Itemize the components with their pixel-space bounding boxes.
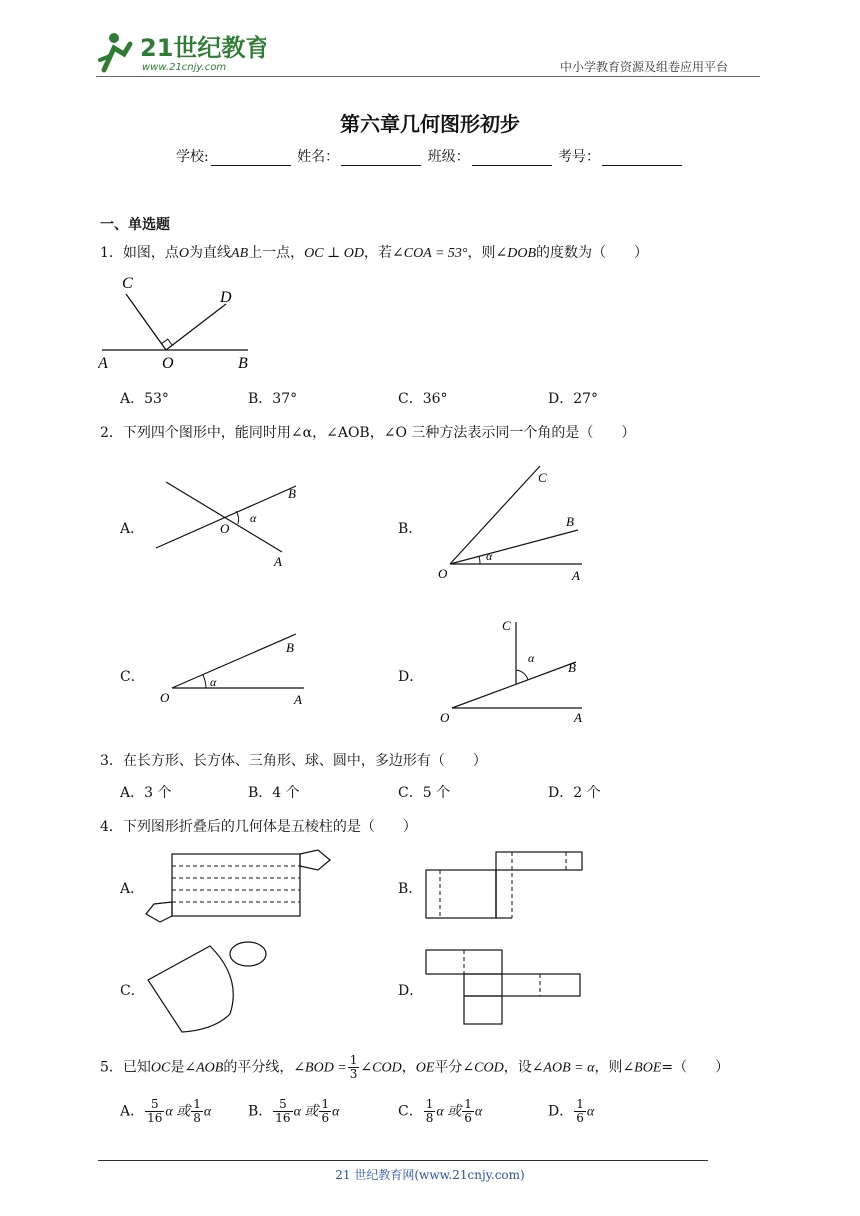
q2d-label-o: O — [440, 710, 450, 725]
q1-text: 如图，点 — [122, 245, 179, 261]
q2c-label-b: B — [286, 640, 294, 655]
q1-math-coa: ∠COA = 53° — [392, 246, 468, 261]
question-3 — [100, 750, 487, 770]
q5-text: 是 — [170, 1059, 185, 1076]
q5-text: ， — [401, 1059, 416, 1076]
q2b-label-a: A — [572, 568, 580, 583]
question-5 — [100, 1054, 729, 1081]
q2b-label-alpha: α — [486, 549, 493, 563]
q3-option-b[interactable]: B．4 个 — [248, 785, 300, 801]
q5-text: ，设 — [503, 1059, 532, 1076]
q5-text: 的平分线， — [223, 1059, 294, 1076]
q5-option-d[interactable]: D． $\frac{1}{6}$ α — [548, 1097, 595, 1125]
q1-figure — [98, 272, 258, 372]
q2-figure-c[interactable] — [156, 628, 316, 708]
q3-option-d[interactable]: D．2 个 — [548, 785, 601, 801]
school-label: 学校: — [175, 149, 209, 165]
q4-option-c-label[interactable]: C． — [120, 983, 145, 999]
q5-math-oc: OC — [150, 1060, 171, 1076]
name-label: 姓名： — [297, 149, 340, 165]
q1-label-b: B — [238, 355, 248, 372]
q4-number: 4． — [100, 819, 123, 835]
q4-figure-d[interactable] — [420, 946, 590, 1030]
q5-text: =（ ） — [661, 1059, 730, 1076]
q5-number: 5． — [100, 1059, 123, 1076]
q1-label-o: O — [162, 355, 174, 372]
q2-figure-d[interactable] — [436, 614, 596, 728]
header-divider — [96, 76, 760, 77]
q2b-label-o: O — [438, 566, 448, 581]
q1-text: 上一点， — [248, 245, 305, 261]
q1-math-ab: AB — [231, 246, 249, 261]
q2b-label-c: C — [538, 470, 547, 485]
header-right-text: 中小学教育资源及组卷应用平台 — [560, 60, 729, 74]
q1-text: 为直线 — [189, 245, 232, 261]
q2-option-d-label[interactable]: D． — [398, 669, 424, 685]
q4-option-b-label[interactable]: B． — [398, 881, 423, 897]
section-heading: 一、单选题 — [100, 217, 170, 233]
q3-option-c[interactable]: C．5 个 — [398, 785, 451, 801]
q2d-label-a: A — [574, 710, 582, 725]
q1-text: ，若 — [364, 245, 392, 261]
q1-option-d[interactable]: D．27° — [548, 391, 599, 407]
q2a-label-a: A — [274, 554, 282, 569]
q2-option-c-label[interactable]: C． — [120, 669, 145, 685]
q1-option-a[interactable]: A．53° — [120, 391, 169, 407]
footer-text[interactable]: 21 世纪教育网(www.21cnjy.com) — [335, 1168, 525, 1182]
q2-number: 2． — [100, 425, 123, 441]
question-4 — [100, 816, 417, 836]
class-label: 班级： — [427, 149, 470, 165]
exam-no-label: 考号： — [558, 149, 601, 165]
q1-label-d: D — [220, 289, 232, 306]
q1-text: 的度数为（ ） — [536, 245, 649, 261]
class-blank[interactable] — [472, 151, 552, 166]
q1-option-c[interactable]: C．36° — [398, 391, 448, 407]
q4-figure-c[interactable] — [144, 938, 274, 1038]
q5-option-b[interactable]: B． $\frac{5}{16}$ α 或 $\frac{1}{6}$ α — [248, 1097, 340, 1125]
q2d-label-c: C — [502, 618, 511, 633]
q2a-label-b: B — [288, 486, 296, 501]
q5-fraction: $\frac{1}{3}$ — [349, 1053, 358, 1081]
q5-math-oe: OE — [415, 1060, 435, 1076]
q4-option-a-label[interactable]: A． — [120, 881, 145, 897]
q2a-label-alpha: α — [250, 511, 257, 525]
q2a-label-o: O — [220, 521, 230, 536]
q4-text: 下列图形折叠后的几何体是五棱柱的是（ ） — [122, 819, 417, 835]
q2c-label-o: O — [160, 690, 170, 705]
name-blank[interactable] — [341, 151, 421, 166]
q2-figure-a[interactable] — [150, 476, 310, 572]
q1-option-b[interactable]: B．37° — [248, 391, 298, 407]
q1-label-c: C — [122, 275, 133, 292]
q5-math-boe: ∠BOE — [622, 1060, 662, 1076]
q5-option-c[interactable]: C． $\frac{1}{8}$ α 或 $\frac{1}{6}$ α — [398, 1097, 483, 1125]
student-info-line — [0, 146, 860, 166]
q2c-label-alpha: α — [210, 675, 217, 689]
q5-text: 平分 — [434, 1059, 463, 1076]
q4-figure-a[interactable] — [144, 846, 334, 926]
question-2 — [100, 422, 635, 442]
exam-no-blank[interactable] — [602, 151, 682, 166]
q3-text: 在长方形、长方体、三角形、球、圆中，多边形有（ ） — [122, 753, 487, 769]
q5-text: 已知 — [122, 1059, 151, 1076]
question-1 — [100, 242, 648, 262]
q2c-label-a: A — [294, 692, 302, 707]
q4-option-d-label[interactable]: D． — [398, 983, 424, 999]
q2d-label-b: B — [568, 660, 576, 675]
footer-divider — [98, 1160, 708, 1161]
q5-math-cod: ∠COD — [360, 1060, 402, 1076]
q3-number: 3． — [100, 753, 123, 769]
logo-url-text: www.21cnjy.com — [142, 62, 227, 73]
q1-text: ，则 — [467, 245, 496, 261]
q2-text: 下列四个图形中，能同时用∠α，∠AOB，∠O 三种方法表示同一个角的是（ ） — [122, 425, 636, 441]
site-logo — [96, 30, 266, 80]
q1-number: 1． — [100, 245, 123, 261]
page-title: 第六章几何图形初步 — [340, 112, 520, 136]
q2b-label-b: B — [566, 514, 574, 529]
q5-math-aob: ∠AOB — [184, 1060, 224, 1076]
q5-math-aob-alpha: ∠AOB = α — [531, 1060, 595, 1076]
q2-option-b-label[interactable]: B． — [398, 521, 423, 537]
q5-option-a[interactable]: A． $\frac{5}{16}$ α 或 $\frac{1}{8}$ α — [120, 1097, 212, 1125]
q2d-label-alpha: α — [528, 651, 535, 665]
school-blank[interactable] — [211, 151, 291, 166]
q2-option-a-label[interactable]: A． — [120, 521, 145, 537]
q5-text: ，则 — [594, 1059, 623, 1076]
q4-figure-b[interactable] — [420, 848, 590, 922]
q3-option-a[interactable]: A．3 个 — [120, 785, 172, 801]
q1-math-o: O — [178, 246, 190, 261]
q1-label-a: A — [98, 355, 108, 372]
logo-main-text: 21世纪教育 — [140, 34, 266, 62]
q1-math-dob: ∠DOB — [495, 246, 537, 261]
q5-math-cod2: ∠COD — [462, 1060, 504, 1076]
q2-figure-b[interactable] — [436, 462, 596, 586]
q5-math-bod: ∠BOD = — [293, 1060, 347, 1076]
q1-math-perp: OC ⊥ OD — [304, 246, 364, 261]
